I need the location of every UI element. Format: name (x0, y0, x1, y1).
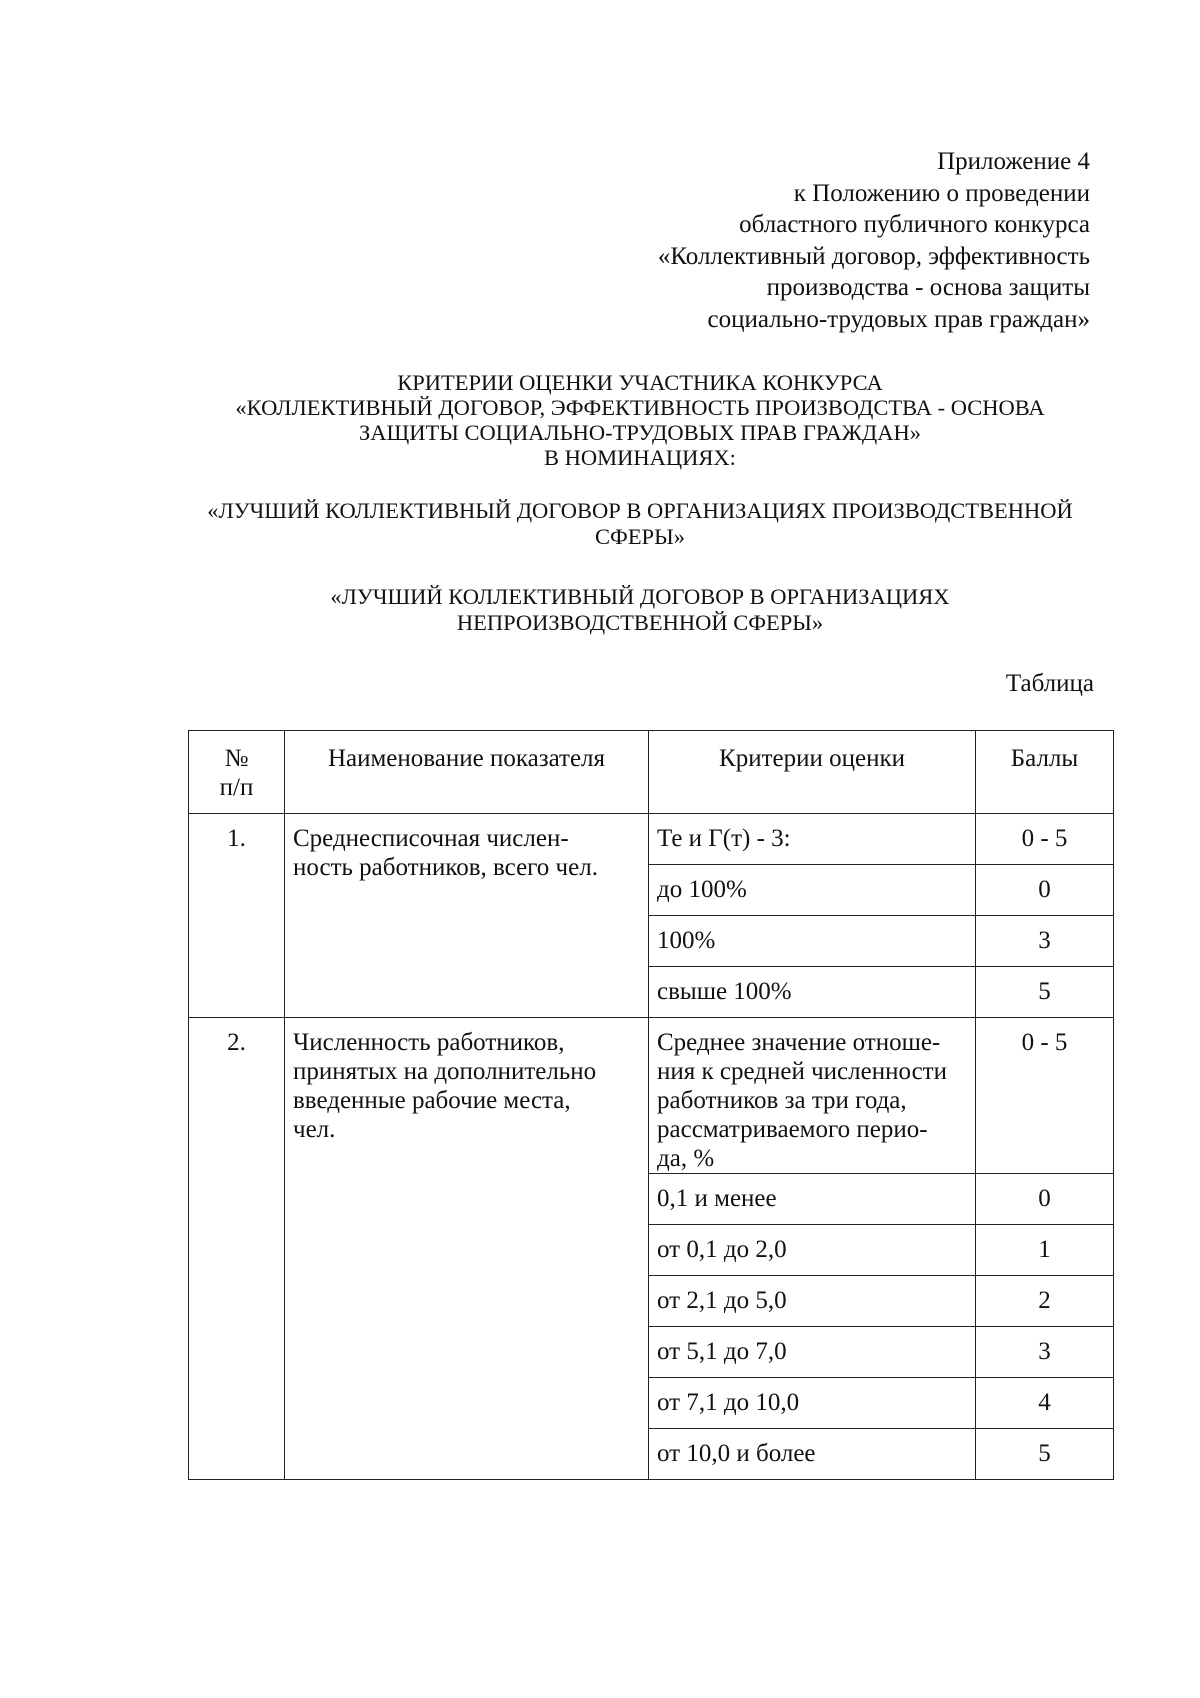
header-indicator-name: Наименование показателя (285, 731, 649, 814)
points-cell: 3 (976, 1327, 1114, 1378)
appendix-line: Приложение 4 (937, 148, 1090, 175)
points-cell: 0 (976, 1174, 1114, 1225)
points-cell: 5 (976, 1429, 1114, 1480)
appendix-line: областного публичного конкурса (739, 211, 1090, 238)
nomination-line: «ЛУЧШИЙ КОЛЛЕКТИВНЫЙ ДОГОВОР В ОРГАНИЗАЦИЯХ (330, 584, 950, 609)
criteria-cell: от 5,1 до 7,0 (649, 1327, 976, 1378)
appendix-line: «Коллективный договор, эффективность (657, 242, 1090, 270)
title-line: В НОМИНАЦИЯХ: (544, 445, 736, 470)
row-number: 2. (189, 1018, 285, 1480)
appendix-line: к Положению о проведении (793, 179, 1090, 207)
criteria-cell: от 2,1 до 5,0 (649, 1276, 976, 1327)
title-line: «КОЛЛЕКТИВНЫЙ ДОГОВОР, ЭФФЕКТИВНОСТЬ ПРОИЗВОДСТВА - ОСНОВА (235, 395, 1045, 420)
criteria-cell: Среднее значение отноше- ния к средней численности работников за три года, рассматриваемого перио- да, % (649, 1018, 976, 1174)
points-cell: 5 (976, 967, 1114, 1018)
points-cell: 0 (976, 865, 1114, 916)
title-line: ЗАЩИТЫ СОЦИАЛЬНО-ТРУДОВЫХ ПРАВ ГРАЖДАН» (359, 420, 921, 445)
appendix-line: производства - основа защиты (766, 274, 1090, 301)
nomination-non-production (180, 584, 1100, 636)
criteria-cell: 100% (649, 916, 976, 967)
document-title (180, 370, 1100, 470)
table-label: Таблица (1005, 670, 1094, 697)
criteria-cell: до 100% (649, 865, 976, 916)
table-row (189, 814, 1114, 865)
nomination-line: «ЛУЧШИЙ КОЛЛЕКТИВНЫЙ ДОГОВОР В ОРГАНИЗАЦИЯХ ПРОИЗВОДСТВЕННОЙ (207, 498, 1073, 523)
indicator-name: Среднесписочная числен- ность работников, всего чел. (285, 814, 649, 1018)
nomination-production (180, 498, 1100, 550)
title-line: КРИТЕРИИ ОЦЕНКИ УЧАСТНИКА КОНКУРСА (397, 370, 883, 395)
header-number: № п/п (189, 731, 285, 814)
points-cell: 1 (976, 1225, 1114, 1276)
points-cell: 4 (976, 1378, 1114, 1429)
criteria-table (188, 730, 1114, 1480)
row-number: 1. (189, 814, 285, 1018)
table-header-row (189, 731, 1114, 814)
appendix-line: социально-трудовых прав граждан» (707, 305, 1090, 333)
criteria-cell: от 7,1 до 10,0 (649, 1378, 976, 1429)
points-cell: 3 (976, 916, 1114, 967)
header-criteria: Критерии оценки (649, 731, 976, 814)
points-cell: 0 - 5 (976, 1018, 1114, 1174)
indicator-name: Численность работников, принятых на дополнительно введенные рабочие места, чел. (285, 1018, 649, 1480)
points-cell: 0 - 5 (976, 814, 1114, 865)
appendix-reference (658, 146, 1090, 335)
points-cell: 2 (976, 1276, 1114, 1327)
criteria-cell: 0,1 и менее (649, 1174, 976, 1225)
table-row (189, 1018, 1114, 1174)
nomination-line: НЕПРОИЗВОДСТВЕННОЙ СФЕРЫ» (456, 610, 824, 635)
criteria-cell: Те и Г(т) - 3: (649, 814, 976, 865)
criteria-cell: свыше 100% (649, 967, 976, 1018)
criteria-cell: от 0,1 до 2,0 (649, 1225, 976, 1276)
criteria-cell: от 10,0 и более (649, 1429, 976, 1480)
header-points: Баллы (976, 731, 1114, 814)
nomination-line: СФЕРЫ» (595, 524, 685, 549)
